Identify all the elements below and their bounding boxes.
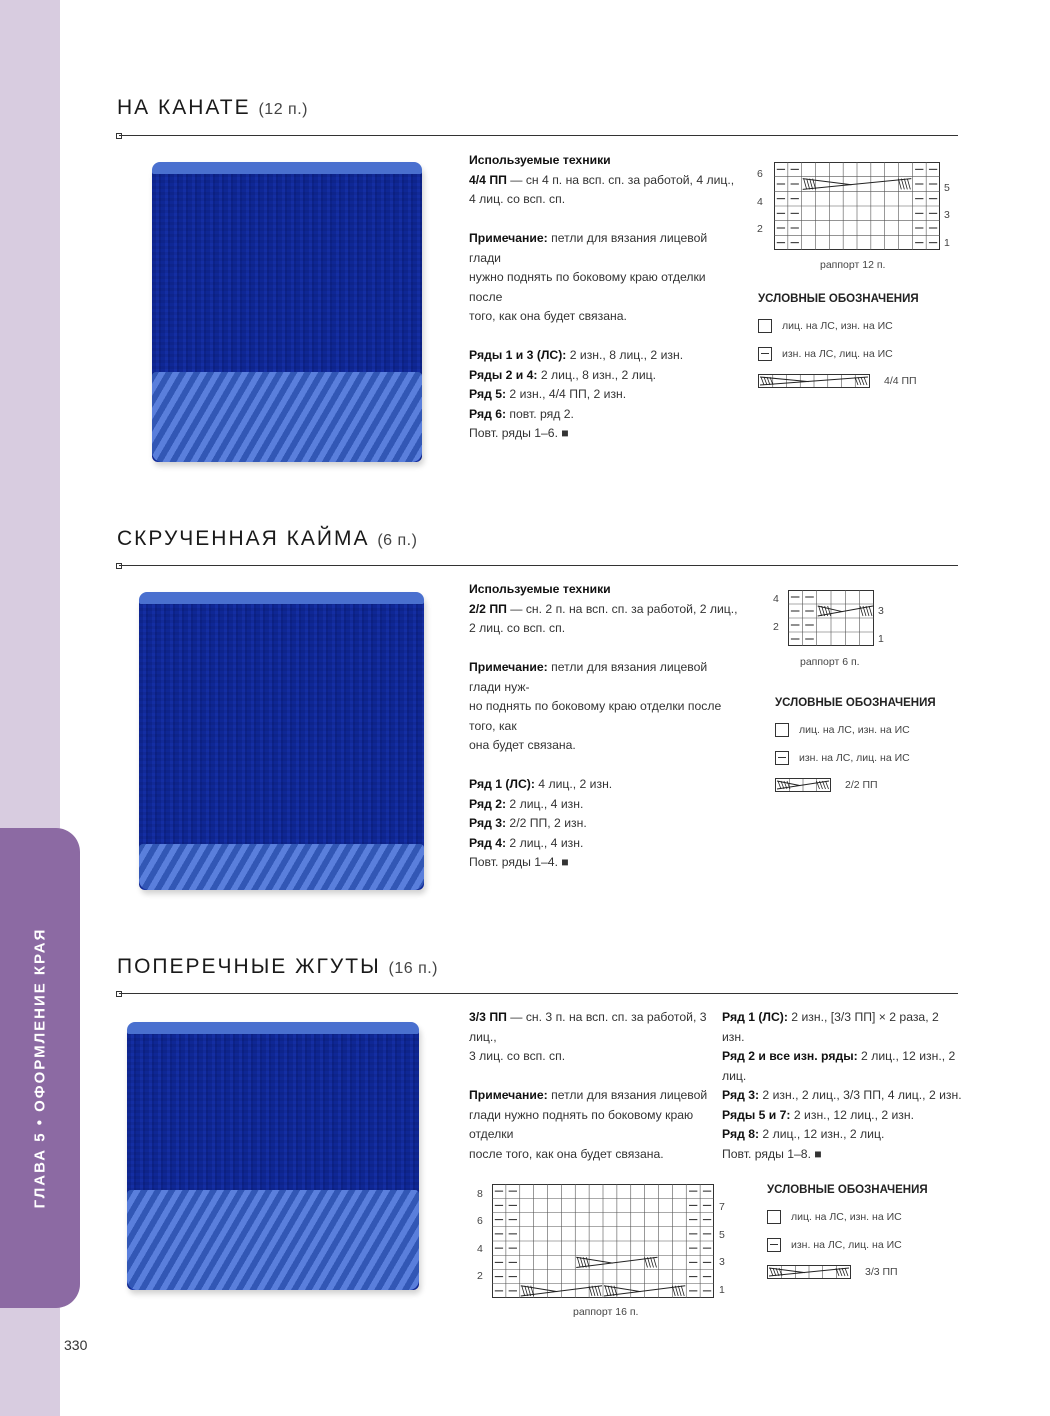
row-text: 2 лиц., 12 изн., 2 лиц. <box>759 1127 885 1141</box>
row-text: 2 лиц., 4 изн. <box>506 796 584 811</box>
legend-purl-text: изн. на ЛС, лиц. на ИС <box>799 751 910 764</box>
chart-row-number: 2 <box>773 621 779 633</box>
row-text: 2 изн., [3/3 ПП] × 2 раза, 2 изн. <box>722 1010 939 1044</box>
section-title <box>117 96 308 120</box>
chart-row-number: 5 <box>944 182 950 194</box>
legend-purl-text: изн. на ЛС, лиц. на ИС <box>782 347 893 360</box>
swatch-cast-edge <box>139 592 424 604</box>
knitted-swatch <box>152 162 422 462</box>
chart-caption: раппорт 12 п. <box>820 259 886 271</box>
row-text: 2 лиц., 4 изн. <box>506 835 584 850</box>
row-label: Ряд 3: <box>722 1088 760 1102</box>
legend-knit-text: лиц. на ЛС, изн. на ИС <box>791 1210 902 1223</box>
legend-knit-text: лиц. на ЛС, изн. на ИС <box>782 319 893 332</box>
row-label: Ряд 2: <box>469 796 507 811</box>
chart-row-number: 3 <box>878 605 884 617</box>
chart-caption: раппорт 16 п. <box>573 1306 639 1318</box>
note-text-cont: после того, как она будет связана. <box>469 1146 664 1161</box>
row-label: Ряды 1 и 3 (ЛС): <box>469 348 567 362</box>
row-label: Ряд 1 (ЛС): <box>722 1010 788 1024</box>
instructions <box>469 151 739 444</box>
chart-row-number: 8 <box>477 1188 483 1200</box>
row-label: Ряд 1 (ЛС): <box>469 777 535 791</box>
chart-row-number: 6 <box>477 1215 483 1227</box>
swatch-cable-edge <box>127 1190 419 1290</box>
knitted-swatch <box>127 1022 419 1290</box>
stitch-chart <box>492 1184 714 1298</box>
technique-abbr: 3/3 ПП <box>469 1010 507 1024</box>
swatch-photo <box>117 1012 431 1308</box>
note-text-cont: она будет связана. <box>469 738 576 752</box>
technique-abbr: 4/4 ПП <box>469 172 507 187</box>
note-text-cont: но поднять по боковому краю отделки после того, как <box>469 699 722 733</box>
stitch-count: (16 п.) <box>388 960 439 977</box>
chart-caption: раппорт 6 п. <box>800 656 860 668</box>
techniques-heading: Используемые техники <box>469 582 611 596</box>
section-title <box>117 955 438 979</box>
note-text-cont: того, как она будет связана. <box>469 309 627 323</box>
cable-symbol-icon <box>775 778 831 792</box>
row-label: Ряд 8: <box>722 1127 760 1141</box>
row-text: 2 лиц., 8 изн., 2 лиц. <box>537 367 657 382</box>
row-label: Ряды 2 и 4: <box>469 367 538 382</box>
row-label: Ряд 3: <box>469 816 507 830</box>
row-label: Ряд 5: <box>469 387 507 401</box>
stitch-chart <box>788 590 874 646</box>
row-text: 2 лиц., 12 изн., 2 лиц. <box>722 1049 956 1083</box>
cable-symbol-icon <box>767 1265 851 1279</box>
chart-row-number: 3 <box>944 209 950 221</box>
section-title-text: НА КАНАТЕ <box>117 96 251 119</box>
legend-title: УСЛОВНЫЕ ОБОЗНАЧЕНИЯ <box>775 697 936 709</box>
chart-row-number: 1 <box>878 633 884 645</box>
chart-row-number: 1 <box>719 1284 725 1296</box>
swatch-cable-edge <box>152 372 422 462</box>
chart-row-number: 2 <box>477 1270 483 1282</box>
note-text: петли для вязания лицевой <box>547 1088 708 1102</box>
chart-row-number: 3 <box>719 1256 725 1268</box>
technique-text-cont: 3 лиц. со всп. сп. <box>469 1049 566 1063</box>
row-text: 2 изн., 8 лиц., 2 изн. <box>566 348 684 362</box>
purl-symbol-icon <box>775 751 789 765</box>
page-number: 330 <box>64 1337 88 1353</box>
section-title-text: ПОПЕРЕЧНЫЕ ЖГУТЫ <box>117 955 381 978</box>
knitted-swatch <box>139 592 424 890</box>
chapter-label: ГЛАВА 5 • ОФОРМЛЕНИЕ КРАЯ <box>31 927 49 1209</box>
section-rule <box>119 993 958 994</box>
row-instructions <box>722 1008 962 1164</box>
technique-text: — сн. 2 п. на всп. сп. за работой, 2 лиц., <box>506 601 738 616</box>
row-text: 4 лиц., 2 изн. <box>534 777 613 791</box>
swatch-cast-edge <box>152 162 422 174</box>
stitch-count: (12 п.) <box>258 101 308 118</box>
legend-knit-text: лиц. на ЛС, изн. на ИС <box>799 723 910 736</box>
legend-purl <box>758 347 893 361</box>
rule-marker <box>116 991 122 997</box>
chart-row-number: 4 <box>773 593 779 605</box>
chart-row-number: 5 <box>719 1229 725 1241</box>
legend-title: УСЛОВНЫЕ ОБОЗНАЧЕНИЯ <box>758 293 919 305</box>
row-text: 2/2 ПП, 2 изн. <box>506 816 587 830</box>
stitch-count: (6 п.) <box>377 532 418 549</box>
section-title <box>117 527 417 551</box>
legend-purl <box>775 751 910 765</box>
knit-symbol-icon <box>758 319 772 333</box>
rule-marker <box>116 563 122 569</box>
row-label: Ряд 2 и все изн. ряды: <box>722 1049 858 1063</box>
legend-cable <box>775 778 878 792</box>
techniques-heading: Используемые техники <box>469 153 611 167</box>
knit-symbol-icon <box>767 1210 781 1224</box>
repeat-note: Повт. ряды 1–4. ■ <box>469 855 569 869</box>
cable-symbol-icon <box>758 374 870 388</box>
legend-cable <box>758 374 917 388</box>
technique-text: — сн. 3 п. на всп. сп. за работой, 3 лиц., <box>469 1010 707 1044</box>
swatch-photo <box>122 152 430 480</box>
legend-knit <box>758 319 893 333</box>
legend-knit <box>767 1210 902 1224</box>
swatch-photo <box>117 582 429 904</box>
chart-row-number: 7 <box>719 1201 725 1213</box>
section-rule <box>119 565 958 566</box>
legend-cable-text: 3/3 ПП <box>865 1265 898 1278</box>
note-text: петли для вязания лицевой глади нуж- <box>469 660 708 694</box>
row-text: 2 изн., 4/4 ПП, 2 изн. <box>506 387 627 401</box>
technique-abbr: 2/2 ПП <box>469 601 507 616</box>
legend-purl-text: изн. на ЛС, лиц. на ИС <box>791 1238 902 1251</box>
chart-row-number: 2 <box>757 223 763 235</box>
row-label: Ряд 6: <box>469 406 507 421</box>
rule-marker <box>116 133 122 139</box>
row-text: повт. ряд 2. <box>506 406 574 421</box>
technique-text: — сн 4 п. на всп. сп. за работой, 4 лиц., <box>506 172 735 187</box>
row-text: 2 изн., 12 лиц., 2 изн. <box>790 1107 915 1122</box>
note-text-cont: нужно поднять по боковому краю отделки после <box>469 270 706 304</box>
chart-row-number: 4 <box>757 196 763 208</box>
knit-symbol-icon <box>775 723 789 737</box>
legend-purl <box>767 1238 902 1252</box>
note-label: Примечание: <box>469 1088 548 1102</box>
row-label: Ряд 4: <box>469 835 507 850</box>
purl-symbol-icon <box>758 347 772 361</box>
repeat-note: Повт. ряды 1–6. ■ <box>469 426 569 440</box>
chart-row-number: 1 <box>944 237 950 249</box>
instructions <box>469 580 739 873</box>
legend-cable-text: 2/2 ПП <box>845 778 878 791</box>
instructions <box>469 1008 714 1164</box>
legend-cable-text: 4/4 ПП <box>884 374 917 387</box>
purl-symbol-icon <box>767 1238 781 1252</box>
legend-title: УСЛОВНЫЕ ОБОЗНАЧЕНИЯ <box>767 1184 928 1196</box>
swatch-twisted-edge <box>139 844 424 890</box>
repeat-note: Повт. ряды 1–8. ■ <box>722 1146 822 1161</box>
chart-row-number: 6 <box>757 168 763 180</box>
technique-text-cont: 4 лиц. со всп. сп. <box>469 192 566 206</box>
section-title-text: СКРУЧЕННАЯ КАЙМА <box>117 527 370 550</box>
note-text-cont: глади нужно поднять по боковому краю отделки <box>469 1107 694 1141</box>
stitch-chart <box>774 162 940 250</box>
legend-knit <box>775 723 910 737</box>
note-text: петли для вязания лицевой глади <box>469 231 708 265</box>
note-label: Примечание: <box>469 231 548 245</box>
chart-row-number: 4 <box>477 1243 483 1255</box>
swatch-cast-edge <box>127 1022 419 1034</box>
technique-text-cont: 2 лиц. со всп. сп. <box>469 621 566 635</box>
row-text: 2 изн., 2 лиц., 3/3 ПП, 4 лиц., 2 изн. <box>759 1088 962 1102</box>
note-label: Примечание: <box>469 660 548 674</box>
row-label: Ряды 5 и 7: <box>722 1107 791 1122</box>
legend-cable <box>767 1265 898 1279</box>
section-rule <box>119 135 958 136</box>
